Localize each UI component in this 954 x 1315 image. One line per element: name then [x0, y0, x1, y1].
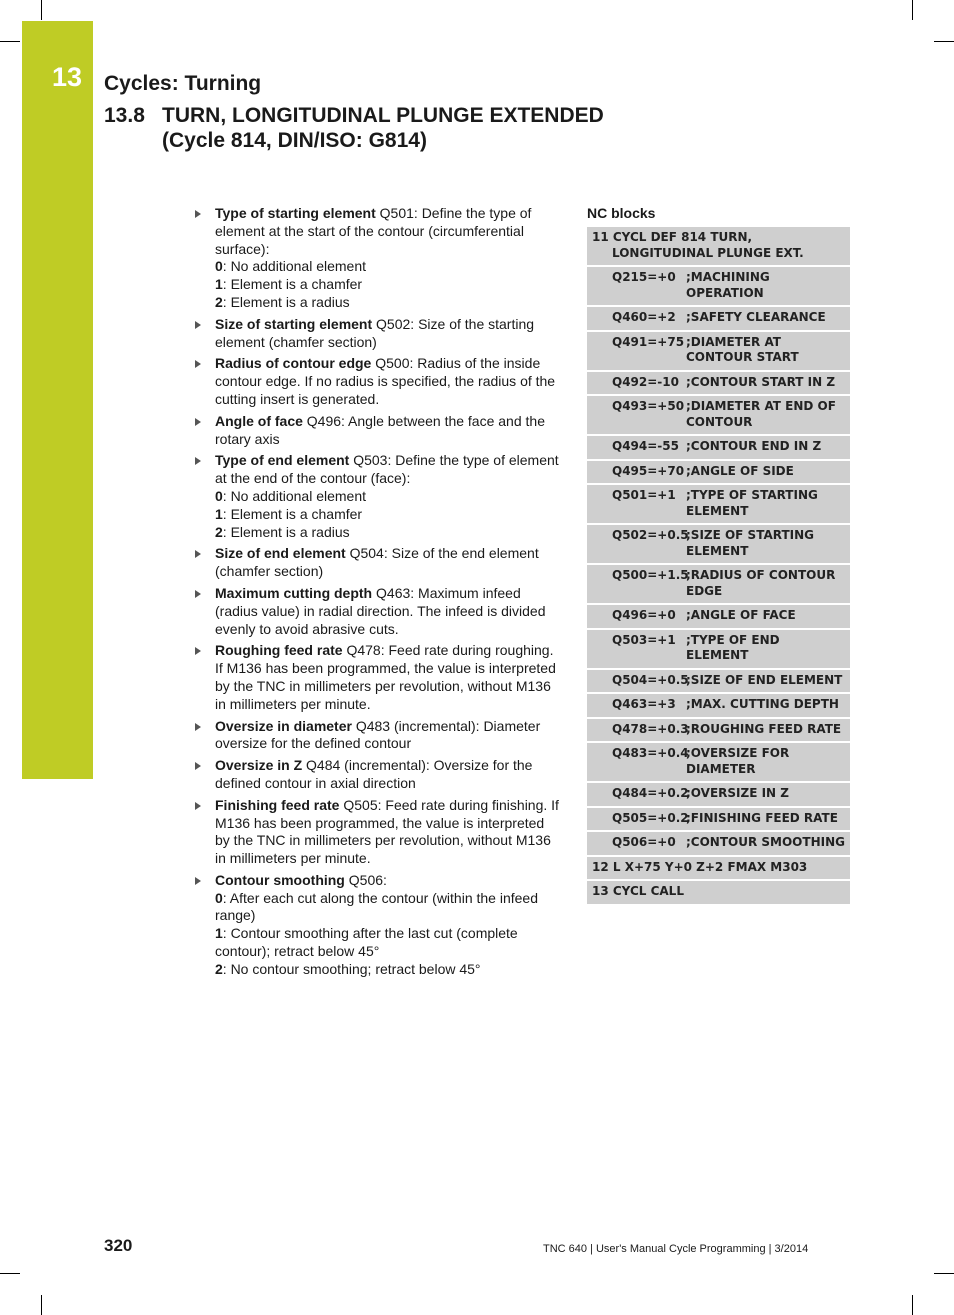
option-value: 0: [215, 258, 223, 275]
nc-row: [587, 332, 850, 372]
chapter-number: 13: [52, 62, 83, 92]
nc-comment: ;SIZE OF STARTING ELEMENT: [686, 528, 814, 558]
nc-comment: ;ANGLE OF FACE: [686, 608, 796, 622]
nc-blocks-title: NC blocks: [587, 205, 656, 221]
crop-mark: [41, 1295, 42, 1315]
bullet-arrow-icon: [195, 647, 201, 655]
parameter-list: [195, 205, 560, 983]
parameter-item: [195, 585, 560, 638]
nc-param: Q496=+0: [612, 608, 676, 622]
nc-row: [587, 670, 850, 695]
option-text: : Element is a radius: [222, 293, 350, 310]
parameter-option: [215, 961, 560, 979]
parameter-item: [195, 316, 560, 352]
parameter-description: Q496: Angle between the face and the rotary axis: [215, 412, 545, 447]
nc-row: [587, 694, 850, 719]
parameter-name: Maximum cutting depth: [215, 584, 373, 601]
option-value: 1: [215, 505, 223, 522]
parameter-item: [195, 872, 560, 979]
parameter-option: [215, 258, 560, 276]
nc-comment: ;MACHINING OPERATION: [686, 270, 770, 300]
option-text: : After each cut along the contour (within the infeed range): [215, 889, 538, 924]
parameter-name: Angle of face: [215, 412, 303, 429]
parameter-item: [195, 757, 560, 793]
parameter-description: Q504: Size of the end element (chamfer section): [215, 545, 539, 580]
parameter-option: [215, 524, 560, 542]
section-number: 13.8: [104, 104, 145, 127]
nc-comment: ;ANGLE OF SIDE: [686, 463, 794, 478]
nc-row: [587, 525, 850, 565]
nc-param: Q483=+0.4: [612, 746, 689, 760]
nc-row: [587, 783, 850, 808]
bullet-arrow-icon: [195, 762, 201, 770]
nc-param: Q215=+0: [612, 270, 676, 284]
nc-comment: ;OVERSIZE IN Z: [686, 786, 789, 800]
option-value: 2: [215, 293, 223, 310]
nc-param: Q502=+0.5: [612, 528, 689, 542]
parameter-item: [195, 797, 560, 868]
nc-param: Q504=+0.5: [612, 672, 689, 687]
nc-comment: ;DIAMETER AT END OF CONTOUR: [686, 399, 836, 429]
nc-comment: ;MAX. CUTTING DEPTH: [686, 697, 839, 711]
bullet-arrow-icon: [195, 550, 201, 558]
parameter-option: [215, 890, 560, 926]
crop-mark: [0, 41, 20, 42]
nc-comment: ;CONTOUR END IN Z: [686, 439, 822, 453]
chapter-title: Cycles: Turning: [104, 72, 262, 95]
parameter-description: Q502: Size of the starting element (chamfer section): [215, 315, 535, 350]
nc-row: [587, 372, 850, 397]
nc-row: [587, 267, 850, 307]
nc-param: Q491=+75: [612, 334, 685, 349]
nc-param: Q503=+1: [612, 632, 676, 647]
parameter-option: [215, 276, 560, 294]
parameter-option: [215, 488, 560, 506]
bullet-arrow-icon: [195, 802, 201, 810]
option-value: 2: [215, 960, 223, 977]
option-text: : No contour smoothing; retract below 45°: [222, 960, 481, 977]
crop-mark: [912, 1295, 913, 1315]
crop-mark: [912, 0, 913, 20]
nc-first-line2: LONGITUDINAL PLUNGE EXT.: [612, 245, 804, 260]
nc-row: [587, 436, 850, 461]
parameter-name: Size of end element: [215, 545, 346, 562]
parameter-option: [215, 925, 560, 961]
bullet-arrow-icon: [195, 457, 201, 465]
parameter-item: [195, 355, 560, 408]
chapter-sidebar: [22, 21, 93, 779]
nc-param: Q495=+70: [612, 463, 685, 478]
nc-comment: ;SIZE OF END ELEMENT: [686, 672, 843, 687]
option-text: : Contour smoothing after the last cut (complete contour); retract below 45°: [215, 925, 518, 960]
parameter-item: [195, 718, 560, 754]
nc-row-last: 13 CYCL CALL: [587, 881, 850, 906]
nc-row: [587, 307, 850, 332]
option-value: 0: [215, 487, 223, 504]
section-title-line2: (Cycle 814, DIN/ISO: G814): [162, 129, 427, 152]
nc-row: [587, 605, 850, 630]
nc-param: Q478=+0.3: [612, 721, 689, 736]
parameter-name: Type of starting element: [215, 205, 376, 221]
parameter-item: [195, 413, 560, 449]
parameter-name: Size of starting element: [215, 315, 373, 332]
nc-row: [587, 630, 850, 670]
parameter-description: Q503: Define the type of element at the end of the contour (face):: [215, 452, 559, 487]
parameter-description: Q483 (incremental): Diameter oversize for the defined contour: [215, 717, 541, 752]
option-value: 2: [215, 523, 223, 540]
parameter-description: Q463: Maximum infeed (radius value) in radial direction. The infeed is divided evenly to avoid abrasive cuts.: [215, 584, 546, 637]
crop-mark: [934, 1273, 954, 1274]
nc-row: [587, 485, 850, 525]
parameter-description: Q500: Radius of the inside contour edge. If no radius is specified, the radius of the cutting insert is generated.: [215, 355, 556, 407]
nc-row: [587, 565, 850, 605]
parameter-description: Q505: Feed rate during finishing. If M136 has been programmed, the value is interpreted by the TNC in millimeters per revolution, without M136 in millimeters per minute.: [215, 796, 559, 867]
nc-param: Q460=+2: [612, 310, 676, 324]
nc-row-last: 12 L X+75 Y+0 Z+2 FMAX M303: [587, 857, 850, 882]
option-text: : Element is a chamfer: [222, 276, 363, 293]
nc-param: Q484=+0.2: [612, 786, 689, 800]
nc-comment: ;TYPE OF END ELEMENT: [686, 632, 780, 662]
parameter-item: [195, 452, 560, 541]
nc-row-first: [587, 227, 850, 267]
parameter-name: Radius of contour edge: [215, 355, 372, 372]
parameter-description: Q501: Define the type of element at the start of the contour (circumferential surface):: [215, 205, 532, 257]
parameter-name: Type of end element: [215, 452, 350, 469]
parameter-description: Q478: Feed rate during roughing. If M136 has been programmed, the value is interpreted by the TNC in millimeters per revolution, without M136 in millimeters per minute.: [215, 642, 556, 712]
bullet-arrow-icon: [195, 590, 201, 598]
parameter-description: Q484 (incremental): Oversize for the defined contour in axial direction: [215, 757, 533, 791]
page-number: 320: [104, 1236, 133, 1255]
section-title: [104, 103, 604, 153]
parameter-item: [195, 205, 560, 312]
bullet-arrow-icon: [195, 210, 201, 218]
nc-param: Q506=+0: [612, 835, 676, 849]
bullet-arrow-icon: [195, 418, 201, 426]
nc-blocks: [587, 205, 850, 906]
parameter-name: Oversize in Z: [215, 757, 303, 774]
nc-param: Q463=+3: [612, 697, 676, 711]
parameter-item: [195, 642, 560, 713]
nc-row: [587, 832, 850, 857]
option-value: 1: [215, 925, 223, 942]
nc-comment: ;TYPE OF STARTING ELEMENT: [686, 488, 818, 518]
nc-first-line1: 11 CYCL DEF 814 TURN,: [592, 230, 753, 244]
nc-param: Q505=+0.2: [612, 810, 689, 825]
parameter-option: [215, 506, 560, 524]
crop-mark: [41, 0, 42, 20]
option-text: : Element is a chamfer: [222, 505, 363, 522]
parameter-name: Finishing feed rate: [215, 796, 340, 813]
footer-text: TNC 640 | User's Manual Cycle Programming | 3/2014: [543, 1243, 809, 1255]
section-title-line1: TURN, LONGITUDINAL PLUNGE EXTENDED: [162, 104, 604, 127]
option-value: 0: [215, 889, 223, 906]
option-text: : No additional element: [222, 487, 366, 504]
nc-param: Q493=+50: [612, 399, 685, 413]
nc-param: Q492=-10: [612, 374, 679, 389]
bullet-arrow-icon: [195, 360, 201, 368]
nc-row: [587, 396, 850, 436]
nc-row: [587, 461, 850, 486]
option-text: : Element is a radius: [222, 523, 350, 540]
nc-param: Q494=-55: [612, 439, 679, 453]
option-text: : No additional element: [222, 258, 366, 275]
nc-param: Q500=+1.5: [612, 568, 689, 582]
crop-mark: [934, 41, 954, 42]
bullet-arrow-icon: [195, 321, 201, 329]
nc-param: Q501=+1: [612, 488, 676, 502]
nc-comment: ;RADIUS OF CONTOUR EDGE: [686, 568, 836, 598]
nc-comment: ;CONTOUR SMOOTHING: [686, 835, 845, 849]
parameter-name: Contour smoothing: [215, 871, 345, 888]
nc-comment: ;OVERSIZE FOR DIAMETER: [686, 746, 790, 776]
nc-row: [587, 719, 850, 744]
nc-comment: ;DIAMETER AT CONTOUR START: [686, 334, 799, 364]
nc-comment: ;SAFETY CLEARANCE: [686, 310, 826, 324]
parameter-option: [215, 294, 560, 312]
parameter-name: Oversize in diameter: [215, 717, 352, 734]
nc-row: [587, 808, 850, 833]
nc-comment: ;ROUGHING FEED RATE: [686, 721, 842, 736]
parameter-description: Q506:: [344, 871, 387, 888]
nc-comment: ;FINISHING FEED RATE: [686, 810, 838, 825]
parameter-item: [195, 545, 560, 581]
bullet-arrow-icon: [195, 723, 201, 731]
nc-comment: ;CONTOUR START IN Z: [686, 374, 836, 389]
option-value: 1: [215, 276, 223, 293]
parameter-name: Roughing feed rate: [215, 642, 343, 659]
nc-row: [587, 743, 850, 783]
bullet-arrow-icon: [195, 877, 201, 885]
crop-mark: [0, 1273, 20, 1274]
